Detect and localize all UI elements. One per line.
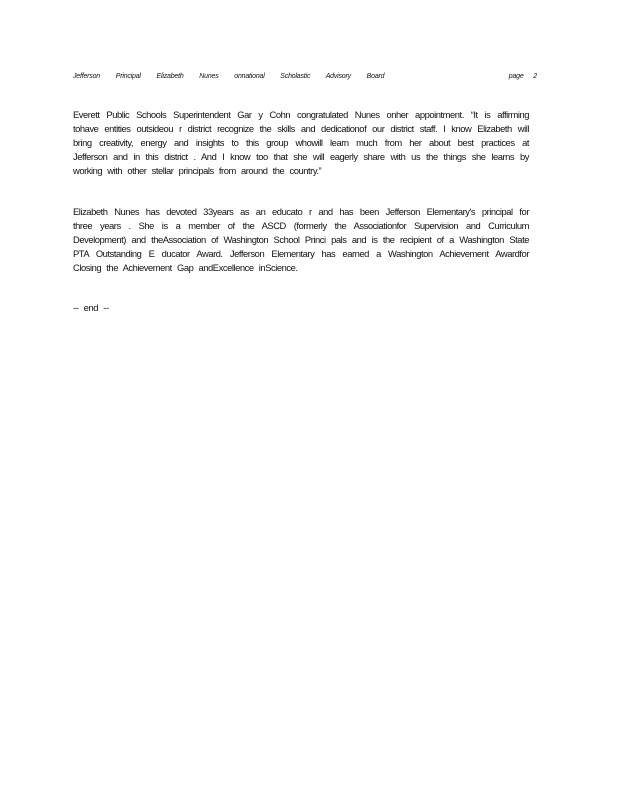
paragraph-nunes-biography: Elizabeth Nunes has devoted 33years as an educato r and has been Jefferson Elementary's principal for three years . She is a member of the ASCD (formerly the Associationfor Supervision and Curriculum Development) and theAssociation of Washington School Princi pals and is the recipient of a Washington State PTA Outstanding E ducator Award. Jefferson Elementary has earned a Washington Achievement Awardfor Closing the Achievement Gap andExcellence inScience.	[73, 206, 529, 273]
running-header	[73, 73, 537, 85]
header-title: Jefferson Principal Elizabeth Nunes onnational Scholastic Advisory Board	[73, 73, 385, 80]
paragraph-superintendent-quote: Everett Public Schools Superintendent Gar y Cohn congratulated Nunes onher appointment. “It is affirming tohave entities outsideou r district recognize the skills and dedicationof our district staff. I know Elizabeth will bring creativity, energy and insights to this group whowill learn much from her about best practices at Jefferson and in this district . And I know too that she will eagerly share with us the things she learns by working with other stellar principals from around the country.”	[73, 109, 529, 176]
end-marker: -- end --	[73, 302, 109, 313]
page-number: page 2	[508, 73, 537, 80]
